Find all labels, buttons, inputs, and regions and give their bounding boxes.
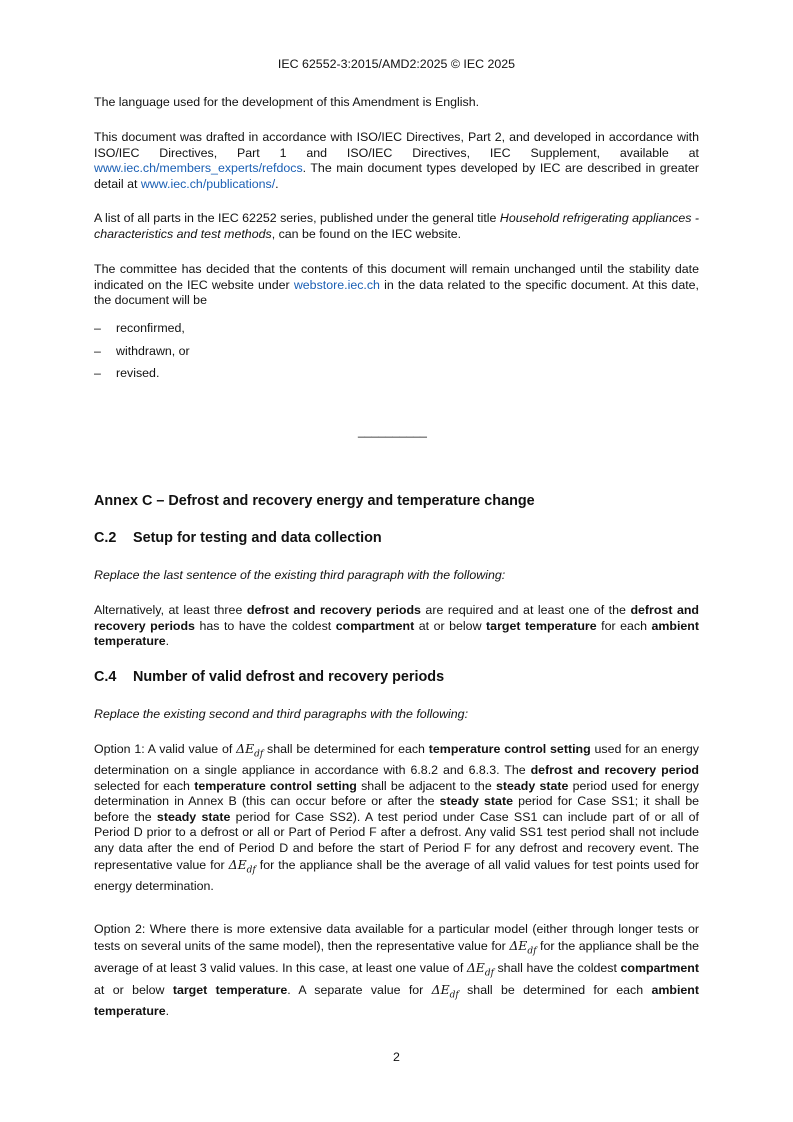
option-2-paragraph: Option 2: Where there is more extensive data available for a particular model (either through longer tests or tests on several units of the same model), then the representative value for $\Delta E_{df}$ for the appliance shall be the average of at least 3 valid values. In this case, at least one value of $\Delta E_{df}$ shall have the coldest compartment at or below target temperature. A separate value for $\Delta E_{df}$ shall be determined for each ambient temperature.	[94, 922, 699, 1018]
series-title: Household refrigerating appliances - characteristics and test methods	[94, 211, 699, 241]
publications-link[interactable]: www.iec.ch/publications/	[140, 176, 276, 191]
section-heading-c2: C.2 Setup for testing and data collection	[94, 530, 382, 546]
delta-e-df-symbol: $\Delta E_{df}$	[466, 959, 494, 979]
section-heading-c4: C.4 Number of valid defrost and recovery periods	[94, 669, 445, 685]
c2-paragraph: Alternatively, at least three defrost and recovery periods are required and at least one of the defrost and recovery periods has to have the coldest compartment at or below target temperature for each ambient temperature.	[94, 603, 700, 649]
end-separator: __________	[358, 424, 427, 438]
parts-paragraph: A list of all parts in the IEC 62252 series, published under the general title Household refrigerating appliances - characteristics and test methods, can be found on the IEC website.	[94, 211, 699, 241]
language-paragraph: The language used for the development of this Amendment is English.	[94, 95, 480, 109]
refdocs-link[interactable]: www.iec.ch/members_experts/refdocs	[94, 161, 303, 176]
page-number: 2	[393, 1050, 400, 1064]
delta-e-df-symbol: $\Delta E_{df}$	[431, 981, 459, 1001]
c2-instruction: Replace the last sentence of the existing third paragraph with the following:	[94, 568, 506, 582]
delta-e-df-symbol: $\Delta E_{df}$	[236, 741, 264, 760]
c4-instruction: Replace the existing second and third paragraphs with the following:	[94, 707, 469, 721]
drafted-paragraph: This document was drafted in accordance with ISO/IEC Directives, Part 2, and developed in accordance with ISO/IEC Directives, Part 1 and ISO/IEC Directives, IEC Supplement, available at www.iec.ch/members_experts/refdocs. The main document types developed by IEC are described in greater detail at www.iec.ch/publications/.	[94, 130, 699, 191]
option-1-paragraph: Option 1: A valid value of $\Delta E_{df}$ shall be determined for each temperature control setting used for an energy determination on a single appliance in accordance with 6.8.2 and 6.8.3. The defrost and recovery period selected for each temperature control setting shall be adjacent to the steady state period used for energy determination in Annex B (this can occur before or after the steady state period for Case SS1; it shall be before the steady state period for Case SS2). A test period under Case SS1 can include part of or all of Period D prior to a defrost or all or Part of Period F after a defrost. Any valid SS1 test period shall not include any data after the end of Period D and before the start of Period F for any defrost and recovery event. The representative value for $\Delta E_{df}$ for the appliance shall be the average of all valid values for test points used for energy determination.	[94, 741, 699, 893]
dash-bullet: –	[94, 344, 101, 358]
dash-bullet: –	[94, 366, 101, 380]
dash-bullet: –	[94, 321, 101, 335]
delta-e-df-symbol: $\Delta E_{df}$	[228, 856, 256, 876]
delta-e-df-symbol: $\Delta E_{df}$	[509, 937, 537, 957]
page-header: IEC 62552-3:2015/AMD2:2025 © IEC 2025	[277, 57, 516, 71]
webstore-link[interactable]: webstore.iec.ch	[293, 277, 380, 292]
committee-paragraph: The committee has decided that the contents of this document will remain unchanged until the stability date indicated on the IEC website under webstore.iec.ch in the data related to the specific document. At this date, the document will be	[94, 262, 699, 308]
annex-title: Annex C – Defrost and recovery energy and temperature change	[94, 493, 535, 509]
